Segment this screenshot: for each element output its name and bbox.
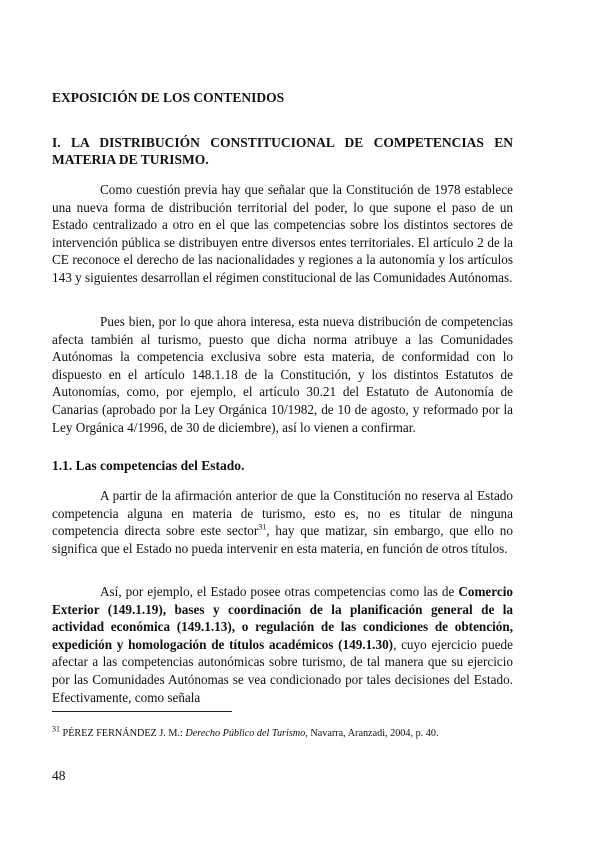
paragraph-3-text-a: A partir de la afirmación anterior de que la Constitución no reserva al Estado competencia alguna en materia de turismo, esto es, no es titular de ninguna competencia directa sobre este sector xyxy=(52,488,513,539)
paragraph-2: Pues bien, por lo que ahora interesa, esta nueva distribución de competencias afecta también al turismo, puesto que dicha norma atribuye a las Comunidades Autónomas la competencia exclusiva sobre esta materia, de conformidad con lo dispuesto en el artículo 148.1.18 de la Constitución, y los distintos Estatutos de Autonomías, como, por ejemplo, el artículo 30.21 del Estatuto de Autonomía de Canarias (aprobado por la Ley Orgánica 10/1982, de 10 de agosto, y reformado por la Ley Orgánica 4/1996, de 30 de diciembre), así lo vienen a confirmar. xyxy=(52,314,513,435)
subheading: 1.1. Las competencias del Estado. xyxy=(52,458,245,473)
paragraph-1: Como cuestión previa hay que señalar que la Constitución de 1978 establece una nueva forma de distribución territorial del poder, lo que supone el paso de un Estado centralizado a otro en el que las competencias sobre los distintos sectores de intervención pública se distribuyen entre diversos entes territoriales. El artículo 2 de la CE reconoce el derecho de las nacionalidades y regiones a la autonomía y los artículos 143 y siguientes desarrollan el régimen constitucional de las Comunidades Autónomas. xyxy=(52,182,513,285)
bold-comercio-exterior: Comercio Exterior (149.1.19) xyxy=(52,584,514,617)
footnote xyxy=(52,725,513,742)
paragraph-3 xyxy=(52,487,513,557)
page-number: 48 xyxy=(52,768,66,783)
footnote-author: PÉREZ FERNÁNDEZ J. M.: xyxy=(62,728,186,739)
separator-2: , xyxy=(231,619,242,635)
chapter-heading: I. LA DISTRIBUCIÓN CONSTITUCIONAL DE COMPETENCIAS EN MATERIA DE TURISMO. xyxy=(52,135,513,167)
footnote-details: , Navarra, Aranzadi, 2004, p. 40. xyxy=(305,728,439,739)
paragraph-4-intro: Así, por ejemplo, el Estado posee otras competencias como las de xyxy=(100,584,455,599)
paragraph-4-rest: , cuyo ejercicio puede afectar a las competencias autonómicas sobre turismo, de tal manera que su ejercicio por las Comunidades Autónomas se vea condicionado por tales decisiones del Estado. Efectivamente, como señala xyxy=(52,636,514,705)
bold-titulos-academicos: o regulación de las condiciones de obtención, expedición y homologación de títulos académicos (149.1.30) xyxy=(52,619,514,652)
footnote-number: 31 xyxy=(52,724,60,734)
bold-bases-coordinacion: bases y coordinación de la planificación general de la actividad económica (149.1.13) xyxy=(52,601,513,635)
paragraph-4 xyxy=(52,583,513,706)
separator-1: , xyxy=(162,601,175,617)
paragraph-3-text-b: , hay que matizar, sin embargo, que ello no significa que el Estado no pueda intervenir en esta materia, en función de otros títulos. xyxy=(52,523,513,556)
footnote-divider xyxy=(52,711,232,712)
footnote-title: Derecho Público del Turismo xyxy=(185,728,306,739)
footnote-reference: 31 xyxy=(258,522,267,532)
section-heading: EXPOSICIÓN DE LOS CONTENIDOS xyxy=(52,90,285,105)
